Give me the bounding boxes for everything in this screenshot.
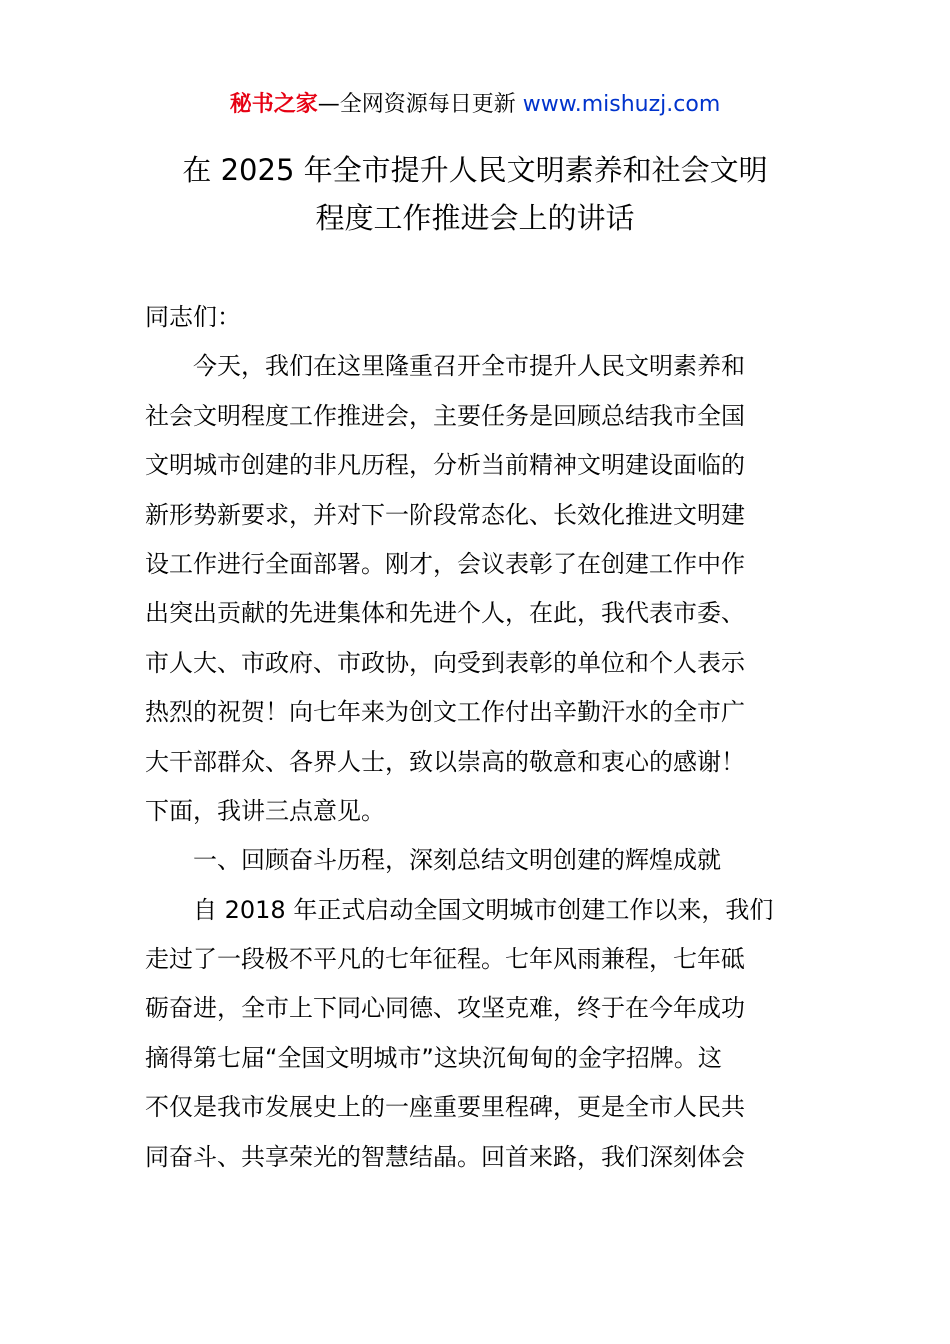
site-tagline: —全网资源每日更新 — [317, 92, 523, 117]
body-line: 市人大、市政府、市政协，向受到表彰的单位和个人表示 — [145, 648, 745, 677]
body-line: 下面，我讲三点意见。 — [145, 796, 385, 825]
site-header — [0, 88, 950, 122]
body-line: 同奋斗、共享荣光的智慧结晶。回首来路，我们深刻体会 — [145, 1142, 745, 1171]
body-line: 文明城市创建的非凡历程，分析当前精神文明建设面临的 — [145, 451, 745, 480]
body-line: 摘得第七届“全国文明城市”这块沉甸甸的金字招牌。这 — [145, 1043, 722, 1072]
body-line: 不仅是我市发展史上的一座重要里程碑，更是全市人民共 — [145, 1093, 745, 1122]
site-url-link[interactable]: www.mishuzj.com — [522, 92, 721, 117]
body-line: 大干部群众、各界人士，致以崇高的敬意和衷心的感谢！ — [145, 747, 745, 776]
body-line: 今天，我们在这里隆重召开全市提升人民文明素养和 — [193, 352, 745, 381]
body-line: 自 2018 年正式启动全国文明城市创建工作以来，我们 — [193, 895, 774, 924]
body-line: 热烈的祝贺！向七年来为创文工作付出辛勤汗水的全市广 — [145, 698, 745, 727]
title-line-2: 程度工作推进会上的讲话 — [315, 201, 635, 235]
site-brand: 秘书之家 — [229, 92, 318, 117]
body-line: 新形势新要求，并对下一阶段常态化、长效化推进文明建 — [145, 500, 745, 529]
document-body — [145, 293, 815, 1182]
salutation: 同志们： — [145, 303, 241, 331]
body-line: 社会文明程度工作推进会，主要任务是回顾总结我市全国 — [145, 401, 745, 430]
document-title — [0, 146, 950, 242]
body-line: 走过了一段极不平凡的七年征程。七年风雨兼程，七年砥 — [145, 945, 745, 974]
body-line: 出突出贡献的先进集体和先进个人，在此，我代表市委、 — [145, 599, 745, 628]
section-heading: 一、回顾奋斗历程，深刻总结文明创建的辉煌成就 — [193, 846, 721, 875]
body-line: 设工作进行全面部署。刚才，会议表彰了在创建工作中作 — [145, 549, 745, 578]
title-line-1: 在 2025 年全市提升人民文明素养和社会文明 — [182, 153, 768, 187]
body-line: 砺奋进，全市上下同心同德、攻坚克难，终于在今年成功 — [145, 994, 745, 1023]
